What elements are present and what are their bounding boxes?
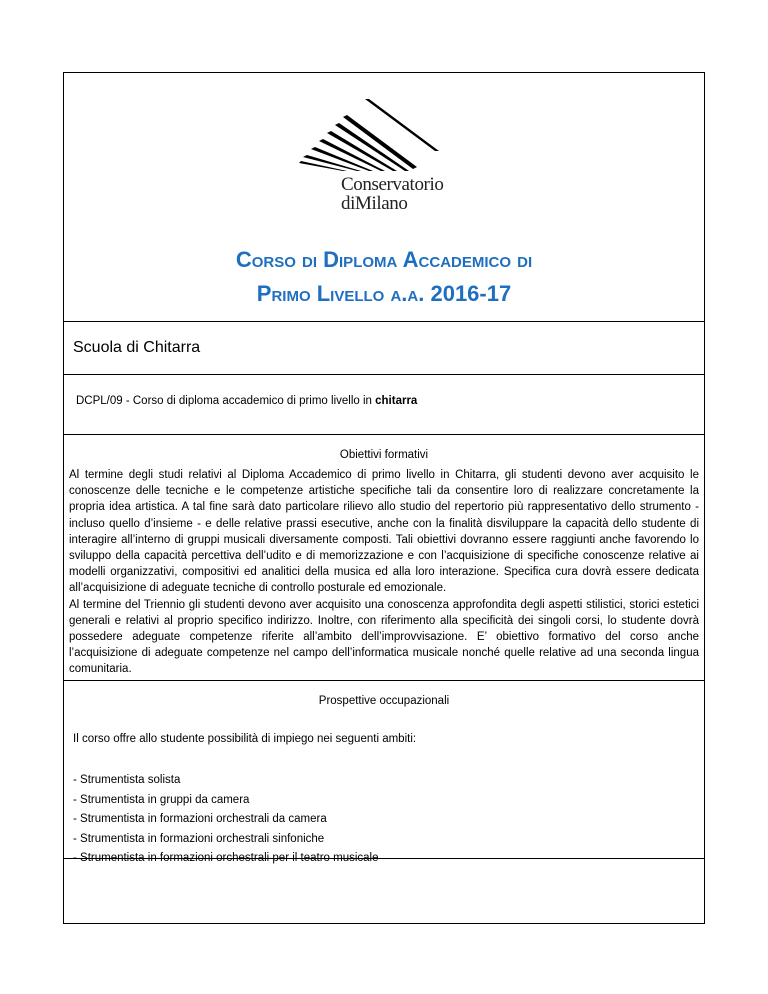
list-item: - Strumentista in formazioni orchestrali per il teatro musicale (73, 852, 379, 864)
logo-wordmark (341, 175, 443, 213)
title-level: Primo Livello a.a. (256, 281, 425, 306)
academic-year: 2016-17 (430, 281, 512, 306)
list-item: - Strumentista in gruppi da camera (73, 793, 250, 806)
empty-cell (64, 859, 704, 925)
document-title-line-1: Corso di Diploma Accademico di (235, 247, 533, 272)
list-item: - Strumentista solista (73, 774, 181, 786)
list-item: - Strumentista in formazioni orchestrali sinfoniche (73, 832, 325, 845)
document-table (63, 72, 705, 924)
course-instrument: chitarra (375, 395, 418, 407)
school-cell (64, 322, 704, 375)
obiettivi-cell (64, 435, 704, 681)
conservatorio-logo (299, 99, 439, 171)
prospettive-list (73, 771, 379, 869)
course-code-text: DCPL/09 - Corso di diploma accademico di primo livello in (76, 395, 376, 407)
prospettive-title: Prospettive occupazionali (318, 695, 450, 707)
obiettivi-title: Obiettivi formativi (339, 449, 429, 461)
obiettivi-paragraph-1: Al termine degli studi relativi al Diploma Accademico di primo livello in Chitarra, gli studenti devono aver acquisito le conoscenze delle tecniche e le competenze artistiche specifiche tali da consentire loro di realizzare concretamente la propria idea artistica. A tal fine sarà dato particolare rilievo allo studio del repertorio più rappresentativo dello strumento - incluso quello d’insieme - e delle relative prassi esecutive, anche con la finalità disviluppare la capacità dello studente di interagire all’interno di gruppi musicali diversamente composti. Tali obiettivi dovranno essere raggiunti anche favorendo lo sviluppo della capacità percettiva dell’udito e di memorizzazione e con l’acquisizione di specifiche conoscenze relative ai modelli organizzativi, compositivi ed analitici della musica ed alla loro interazione. Specifica cura dovrà essere dedicata all’acquisizione di adeguate tecniche di controllo posturale ed emozionale. (69, 469, 699, 595)
prospettive-intro: Il corso offre allo studente possibilità di impiego nei seguenti ambiti: (73, 733, 417, 745)
course-cell (64, 375, 704, 435)
obiettivi-paragraph-2: Al termine del Triennio gli studenti devono aver acquisito una conoscenza approfondita degli aspetti stilistici, storici estetici generali e relativi al proprio specifico indirizzo. Inoltre, con riferimento alla specificità dei singoli corsi, lo studente dovrà possedere adeguate competenze riferite all’ambito dell’improvvisazione. E’ obiettivo formativo del corso anche l’acquisizione di adeguate competenze nel campo dell’informatica musicale nonché quelle relative ad una seconda lingua comunitaria. (69, 598, 699, 676)
header-cell (64, 73, 704, 322)
document-title-line-2 (64, 281, 704, 307)
obiettivi-body (69, 467, 699, 678)
logo-line-2: diMilano (341, 193, 408, 214)
course-code (76, 395, 417, 407)
school-name: Scuola di Chitarra (73, 339, 201, 356)
logo-line-1: Conservatorio (341, 174, 444, 195)
list-item: - Strumentista in formazioni orchestrali da camera (73, 813, 327, 825)
prospettive-cell (64, 681, 704, 864)
